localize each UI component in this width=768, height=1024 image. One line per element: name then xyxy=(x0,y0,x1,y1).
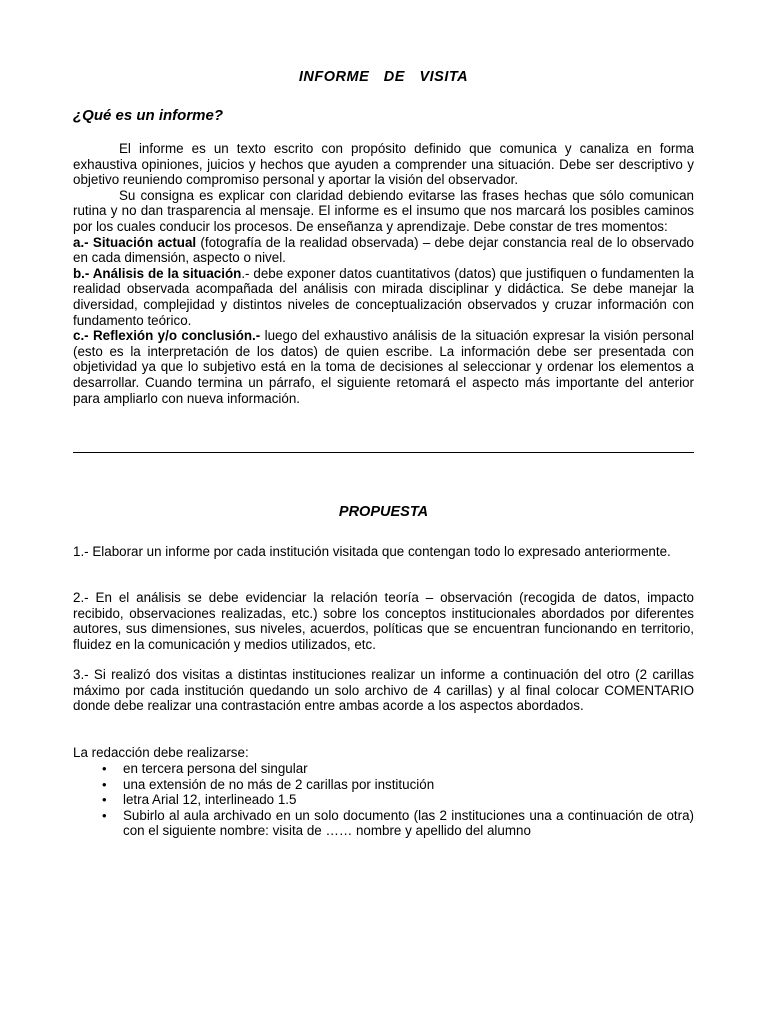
intro-paragraph-1: El informe es un texto escrito con propósito definido que comunica y canaliza en forma exhaustiva opiniones, juicios y hechos que ayuden a comprender una situación. Debe ser descriptivo y objetivo reuniendo compromiso personal y aportar la visión del observador. xyxy=(73,141,694,188)
section-heading-propuesta: PROPUESTA xyxy=(338,504,429,520)
proposal-item-2: 2.- En el análisis se debe evidenciar la relación teoría – observación (recogida de datos, impacto recibido, observaciones realizadas, etc.) sobre los conceptos institucionales abordados por diferentes autores, sus dimensiones, sus niveles, acuerdos, políticas que se encuentran funcionando en territorio, fluidez en la comunicación y medios utilizados, etc. xyxy=(73,590,694,652)
document-title: INFORME DE VISITA xyxy=(298,69,469,85)
list-item-text: una extensión de no más de 2 carillas por institución xyxy=(123,776,435,792)
moment-c-label: c.- Reflexión y/o conclusión.- xyxy=(73,328,261,344)
list-item xyxy=(73,792,694,808)
bullet-icon: • xyxy=(102,761,107,776)
proposal-item-3: 3.- Si realizó dos visitas a distintas instituciones realizar un informe a continuación del otro (2 carillas máximo por cada institución quedando un solo archivo de 4 carillas) y al final colocar COMENTARIO donde debe realizar una contrastación entre ambas acorde a los aspectos abordados. xyxy=(73,667,694,714)
proposal-item-1: 1.- Elaborar un informe por cada institución visitada que contengan todo lo expresado anteriormente. xyxy=(73,544,671,559)
moment-a-label: a.- Situación actual xyxy=(73,234,197,250)
moment-c xyxy=(73,328,694,406)
bullet-icon: • xyxy=(102,807,107,823)
intro-paragraph-2: Su consigna es explicar con claridad debiendo evitarse las frases hechas que sólo comunican rutina y no dan trasparencia al mensaje. El informe es el insumo que nos marcará los posibles caminos por los cuales conducir los procesos. De enseñanza y aprendizaje. Debe constar de tres momentos: xyxy=(73,187,694,234)
writing-rules-list xyxy=(73,761,694,839)
list-item-text: letra Arial 12, interlineado 1.5 xyxy=(123,792,297,808)
list-item xyxy=(73,808,694,839)
bullet-icon: • xyxy=(102,792,107,808)
list-item-text: Subirlo al aula archivado en un solo documento (las 2 instituciones una a continuación de otra) con el siguiente nombre: visita de …… nombre y apellido del alumno xyxy=(123,807,694,839)
moment-a-text: (fotografía de la realidad observada) – debe dejar constancia real de lo observado en cada dimensión, aspecto o nivel. xyxy=(73,234,694,266)
list-item-text: en tercera persona del singular xyxy=(123,761,308,776)
section-divider xyxy=(73,452,694,453)
intro-section xyxy=(73,141,694,406)
moment-c-text: luego del exhaustivo análisis de la situación expresar la visión personal (esto es la interpretación de los datos) de quien escribe. La información debe ser presentada con objetividad ya que lo subjetivo está en la toma de decisiones al seleccionar y ordenar los elementos a desarrollar. Cuando termina un párrafo, el siguiente retomará el aspecto más importante del anterior para ampliarlo con nueva información. xyxy=(73,328,695,406)
list-item xyxy=(73,761,694,777)
moment-b-text: .- debe exponer datos cuantitativos (datos) que justifiquen o fundamenten la realidad observada acompañada del análisis con mirada disciplinar y didáctica. Se debe manejar la diversidad, complejidad y distintos niveles de conceptualización observados y cruzar información con fundamento teórico. xyxy=(73,265,694,328)
writing-intro: La redacción debe realizarse: xyxy=(73,745,249,760)
bullet-icon: • xyxy=(102,776,107,792)
moment-a xyxy=(73,235,694,266)
section-heading-informe: ¿Qué es un informe? xyxy=(73,107,224,124)
moment-b xyxy=(73,266,694,328)
list-item xyxy=(73,777,694,793)
moment-b-label: b.- Análisis de la situación xyxy=(73,265,242,281)
